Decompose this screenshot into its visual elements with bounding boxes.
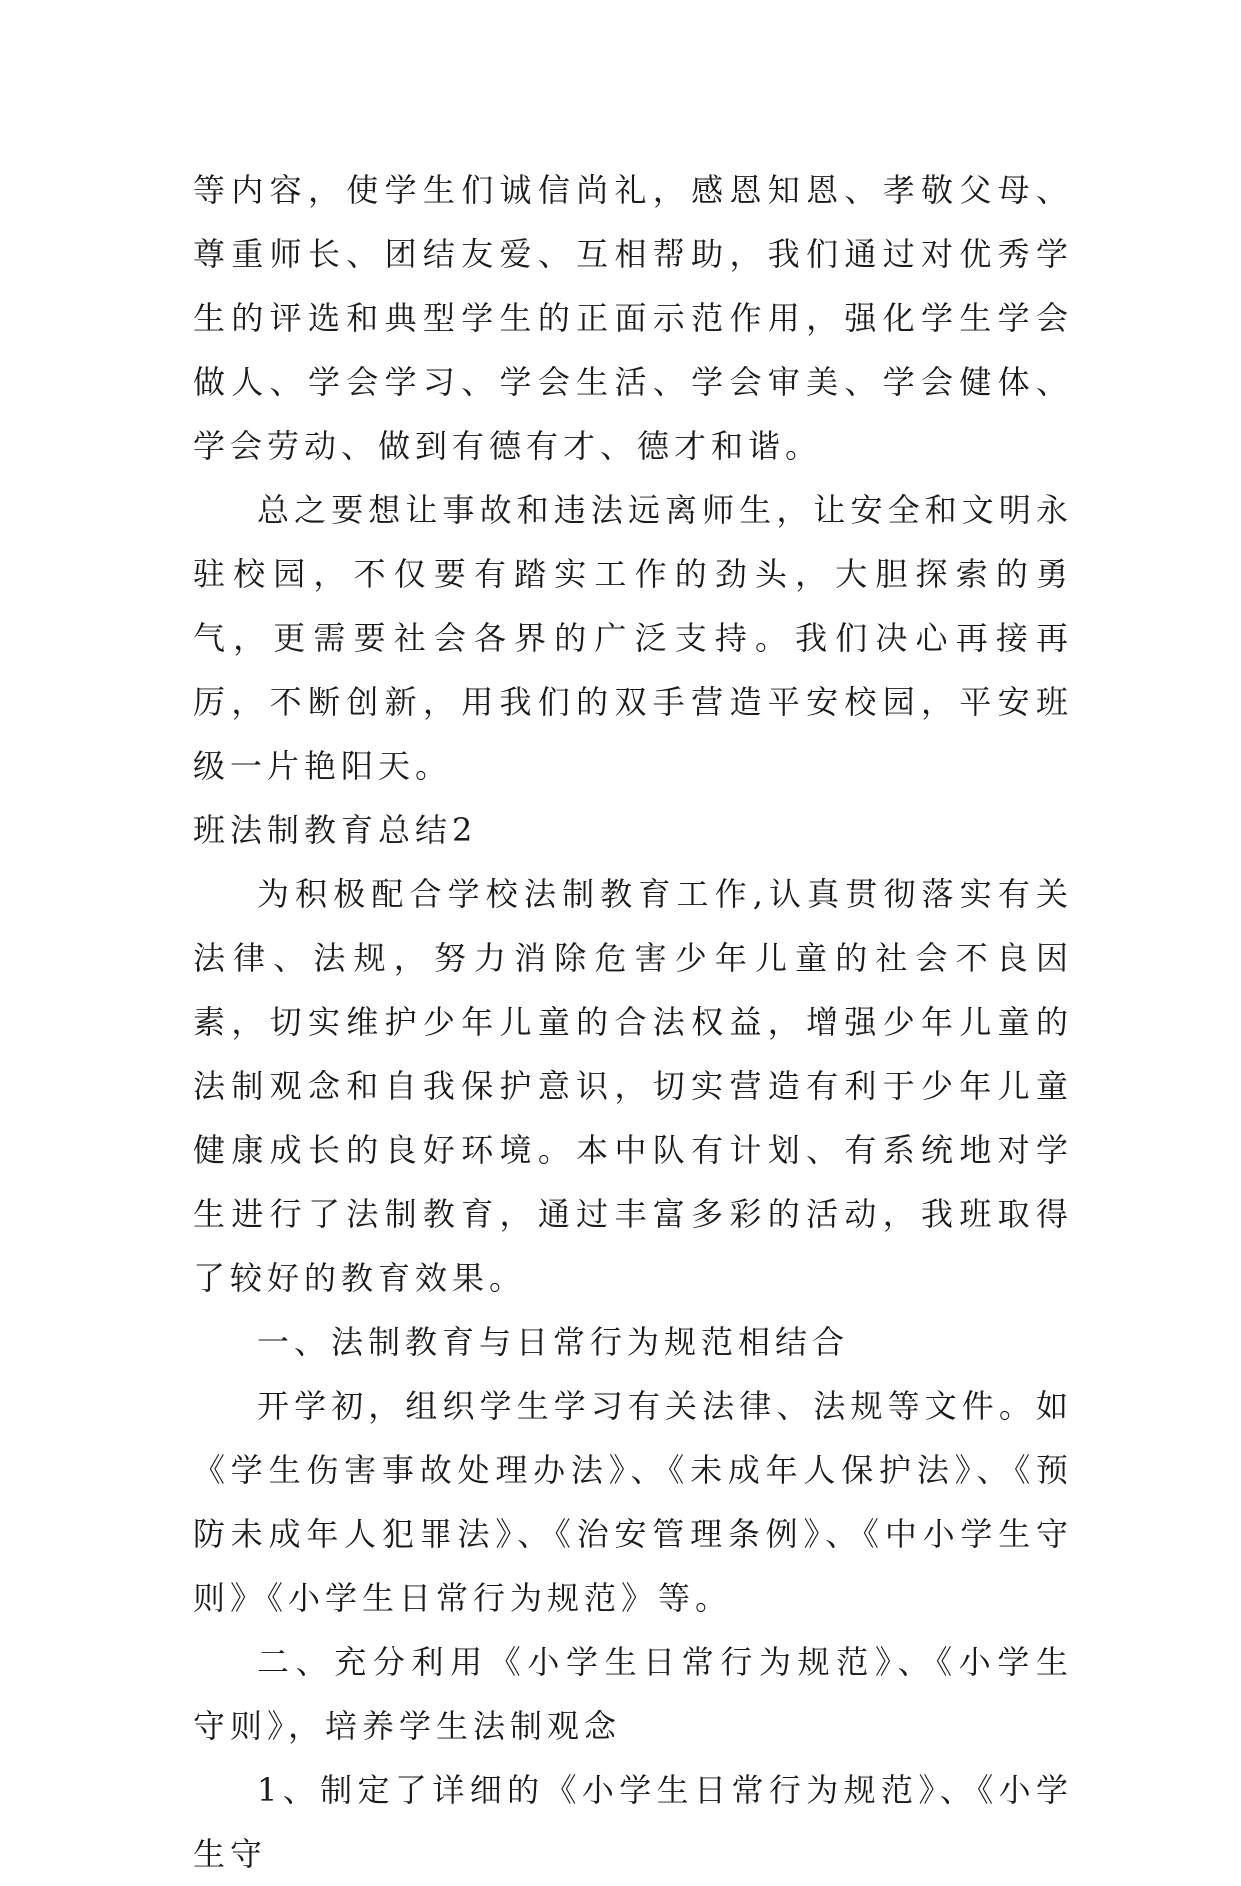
paragraph-conclusion: 总之要想让事故和违法远离师生，让安全和文明永驻校园，不仅要有踏实工作的劲头，大胆探索的勇气，更需要社会各界的广泛支持。我们决心再接再厉，不断创新，用我们的双手营造平安校园，平安班级一片艳阳天。 <box>193 491 1073 785</box>
section-title: 班法制教育总结2 <box>193 811 478 849</box>
subheading-one: 一、法制教育与日常行为规范相结合 <box>257 1323 850 1361</box>
paragraph-continuation: 等内容，使学生们诚信尚礼，感恩知恩、孝敬父母、尊重师长、团结友爱、互相帮助，我们通过对优秀学生的评选和典型学生的正面示范作用，强化学生学会做人、学会学习、学会生活、学会审美、学会健体、学会劳动、做到有德有才、德才和谐。 <box>193 171 1073 465</box>
paragraph-laws-study: 开学初，组织学生学习有关法律、法规等文件。如《学生伤害事故处理办法》、《未成年人保护法》、《预防未成年人犯罪法》、《治安管理条例》、《中小学生守则》《小学生日常行为规范》等。 <box>193 1387 1073 1617</box>
document-body <box>193 158 1073 1886</box>
paragraph-item-one: 1、制定了详细的《小学生日常行为规范》、《小学生守 <box>193 1771 1073 1873</box>
paragraph-intro: 为积极配合学校法制教育工作,认真贯彻落实有关法律、法规，努力消除危害少年儿童的社会不良因素，切实维护少年儿童的合法权益，增强少年儿童的法制观念和自我保护意识，切实营造有利于少年儿童健康成长的良好环境。本中队有计划、有系统地对学生进行了法制教育，通过丰富多彩的活动，我班取得了较好的教育效果。 <box>193 875 1073 1297</box>
subheading-two: 二、充分利用《小学生日常行为规范》、《小学生守则》，培养学生法制观念 <box>193 1643 1073 1745</box>
